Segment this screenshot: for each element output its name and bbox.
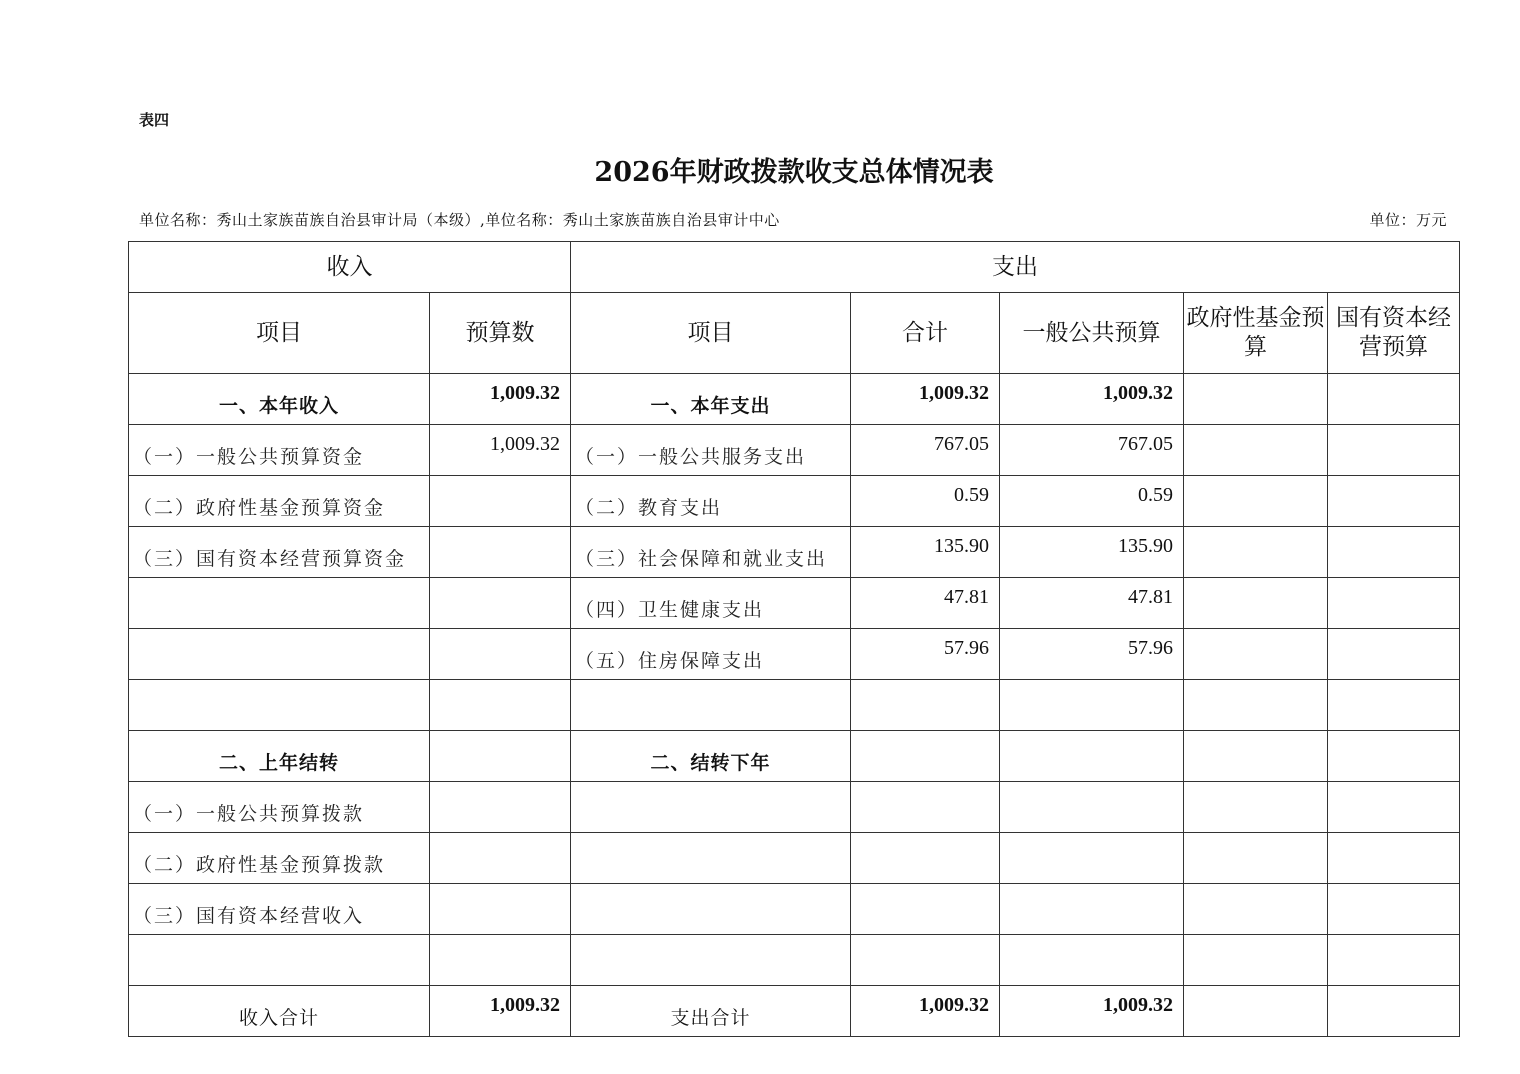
- table-row: [129, 476, 1460, 527]
- cell-state-capital: [1328, 782, 1460, 833]
- cell-gov-fund: [1184, 476, 1328, 527]
- cell-general-budget: 0.59: [1000, 476, 1184, 527]
- cell-general-budget: [1000, 782, 1184, 833]
- table-row: [129, 425, 1460, 476]
- cell-income-budget: [430, 884, 571, 935]
- col-header-expense-item: 项目: [571, 293, 851, 374]
- table-row: [129, 527, 1460, 578]
- cell-state-capital: [1328, 374, 1460, 425]
- col-header-general-budget: 一般公共预算: [1000, 293, 1184, 374]
- cell-expense-total: 135.90: [851, 527, 1000, 578]
- cell-gov-fund: [1184, 935, 1328, 986]
- cell-gov-fund: [1184, 884, 1328, 935]
- cell-expense-item: 一、本年支出: [571, 374, 851, 425]
- cell-expense-item: 支出合计: [571, 986, 851, 1037]
- cell-expense-total: 1,009.32: [851, 374, 1000, 425]
- col-header-expense-total: 合计: [851, 293, 1000, 374]
- cell-gov-fund: [1184, 578, 1328, 629]
- cell-general-budget: [1000, 935, 1184, 986]
- cell-income-item: 二、上年结转: [129, 731, 430, 782]
- cell-general-budget: 1,009.32: [1000, 986, 1184, 1037]
- cell-general-budget: 767.05: [1000, 425, 1184, 476]
- cell-income-budget: [430, 527, 571, 578]
- cell-gov-fund: [1184, 986, 1328, 1037]
- page-title: 2026年财政拨款收支总体情况表: [594, 157, 994, 188]
- cell-expense-item: （二）教育支出: [571, 476, 851, 527]
- cell-income-budget: [430, 680, 571, 731]
- cell-state-capital: [1328, 527, 1460, 578]
- cell-income-budget: [430, 833, 571, 884]
- cell-expense-total: 57.96: [851, 629, 1000, 680]
- cell-state-capital: [1328, 476, 1460, 527]
- cell-state-capital: [1328, 680, 1460, 731]
- cell-expense-total: 767.05: [851, 425, 1000, 476]
- table-row: [129, 374, 1460, 425]
- cell-general-budget: 57.96: [1000, 629, 1184, 680]
- table-row: [129, 578, 1460, 629]
- cell-expense-item: 二、结转下年: [571, 731, 851, 782]
- table-row: [129, 884, 1460, 935]
- cell-income-budget: 1,009.32: [430, 425, 571, 476]
- cell-expense-total: 0.59: [851, 476, 1000, 527]
- table-label: 表四: [139, 111, 170, 129]
- cell-expense-total: [851, 731, 1000, 782]
- unit-label: 单位：万元: [1369, 211, 1447, 229]
- table-row: [129, 986, 1460, 1037]
- col-header-gov-fund: 政府性基金预算: [1184, 293, 1328, 374]
- cell-expense-total: 47.81: [851, 578, 1000, 629]
- cell-income-item: [129, 935, 430, 986]
- cell-state-capital: [1328, 629, 1460, 680]
- cell-gov-fund: [1184, 680, 1328, 731]
- cell-state-capital: [1328, 425, 1460, 476]
- cell-gov-fund: [1184, 527, 1328, 578]
- cell-expense-total: [851, 833, 1000, 884]
- cell-gov-fund: [1184, 731, 1328, 782]
- cell-gov-fund: [1184, 629, 1328, 680]
- cell-income-budget: [430, 731, 571, 782]
- cell-general-budget: 1,009.32: [1000, 374, 1184, 425]
- table-row: [129, 680, 1460, 731]
- cell-state-capital: [1328, 986, 1460, 1037]
- col-header-income-item: 项目: [129, 293, 430, 374]
- cell-income-item: （二）政府性基金预算资金: [129, 476, 430, 527]
- table-row: [129, 935, 1460, 986]
- cell-state-capital: [1328, 731, 1460, 782]
- cell-expense-item: （五）住房保障支出: [571, 629, 851, 680]
- table-row: [129, 731, 1460, 782]
- cell-expense-item: （四）卫生健康支出: [571, 578, 851, 629]
- cell-expense-total: [851, 884, 1000, 935]
- cell-income-budget: [430, 629, 571, 680]
- unit-name-line: 单位名称：秀山土家族苗族自治县审计局（本级）,单位名称：秀山土家族苗族自治县审计中心: [139, 211, 780, 229]
- cell-general-budget: 47.81: [1000, 578, 1184, 629]
- cell-income-item: （一）一般公共预算拨款: [129, 782, 430, 833]
- cell-income-item: [129, 680, 430, 731]
- cell-income-item: （一）一般公共预算资金: [129, 425, 430, 476]
- cell-state-capital: [1328, 935, 1460, 986]
- cell-expense-total: [851, 680, 1000, 731]
- cell-expense-item: [571, 680, 851, 731]
- cell-income-budget: [430, 782, 571, 833]
- cell-general-budget: [1000, 731, 1184, 782]
- cell-expense-item: （一）一般公共服务支出: [571, 425, 851, 476]
- cell-general-budget: [1000, 680, 1184, 731]
- cell-expense-total: 1,009.32: [851, 986, 1000, 1037]
- cell-gov-fund: [1184, 425, 1328, 476]
- cell-expense-item: [571, 782, 851, 833]
- cell-income-item: [129, 578, 430, 629]
- budget-table: [128, 241, 1460, 1037]
- table-row: [129, 629, 1460, 680]
- cell-general-budget: 135.90: [1000, 527, 1184, 578]
- cell-expense-item: [571, 935, 851, 986]
- cell-expense-item: （三）社会保障和就业支出: [571, 527, 851, 578]
- cell-state-capital: [1328, 833, 1460, 884]
- cell-income-budget: [430, 935, 571, 986]
- cell-expense-item: [571, 833, 851, 884]
- cell-income-budget: 1,009.32: [430, 986, 571, 1037]
- cell-state-capital: [1328, 884, 1460, 935]
- cell-gov-fund: [1184, 782, 1328, 833]
- cell-income-item: （三）国有资本经营收入: [129, 884, 430, 935]
- expense-group-header: 支出: [571, 242, 1460, 293]
- cell-gov-fund: [1184, 374, 1328, 425]
- cell-state-capital: [1328, 578, 1460, 629]
- col-header-state-capital: 国有资本经营预算: [1328, 293, 1460, 374]
- cell-income-item: 一、本年收入: [129, 374, 430, 425]
- cell-income-item: （二）政府性基金预算拨款: [129, 833, 430, 884]
- cell-income-budget: [430, 578, 571, 629]
- cell-general-budget: [1000, 833, 1184, 884]
- cell-expense-total: [851, 935, 1000, 986]
- cell-income-item: [129, 629, 430, 680]
- cell-expense-total: [851, 782, 1000, 833]
- income-group-header: 收入: [129, 242, 571, 293]
- cell-income-item: （三）国有资本经营预算资金: [129, 527, 430, 578]
- cell-income-budget: [430, 476, 571, 527]
- table-row: [129, 782, 1460, 833]
- table-row: [129, 833, 1460, 884]
- col-header-income-budget: 预算数: [430, 293, 571, 374]
- cell-income-item: 收入合计: [129, 986, 430, 1037]
- cell-income-budget: 1,009.32: [430, 374, 571, 425]
- cell-expense-item: [571, 884, 851, 935]
- cell-gov-fund: [1184, 833, 1328, 884]
- cell-general-budget: [1000, 884, 1184, 935]
